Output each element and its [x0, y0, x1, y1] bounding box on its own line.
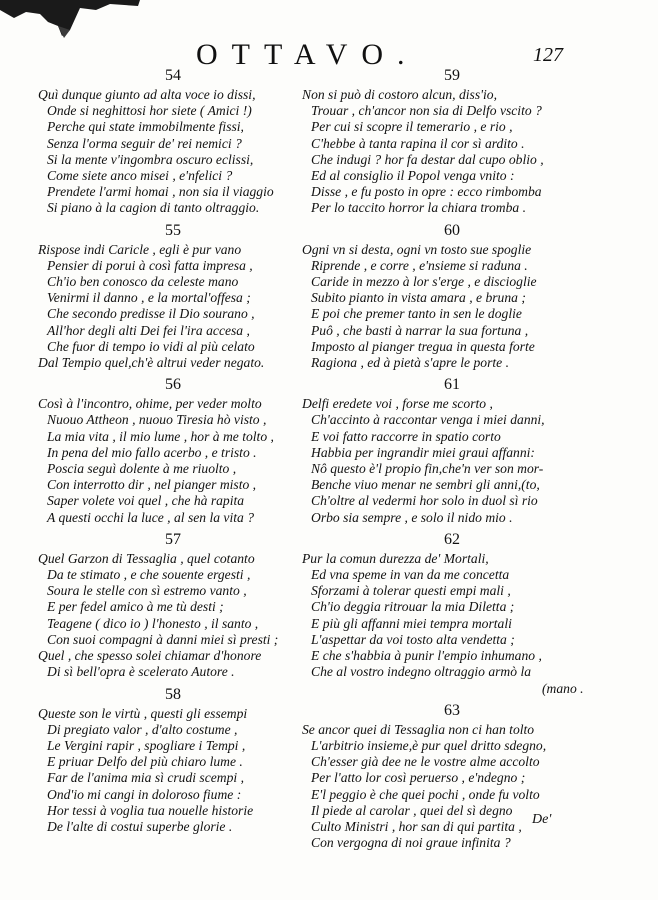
stanza-number: 54	[165, 67, 181, 84]
verse-line: Quì dunque giunto ad alta voce io dissi,	[38, 87, 256, 102]
verse-line: Non si può di costoro alcun, diss'io,	[302, 87, 497, 102]
verse-line: Che fuor di tempo io vidi al più celato	[47, 338, 255, 354]
verse-line: All'hor degli alti Dei fei l'ira accesa ,	[47, 322, 250, 338]
verse-line: E'l peggio è che quei pochi , onde fu volto	[311, 786, 540, 802]
verse-line: Per cui si scopre il temerario , e rio ,	[311, 119, 513, 135]
stanza	[302, 221, 602, 372]
stanza	[302, 66, 602, 217]
stanza-number: 55	[165, 221, 181, 239]
verse-line: Saper volete voi quel , che hà rapita	[47, 493, 245, 509]
verse-line: Poscia seguì dolente à me riuolto ,	[47, 461, 237, 477]
verse-line: Ragiona , ed à pietà s'apre le porte .	[311, 355, 509, 371]
verse-line: Habbia per ingrandir miei graui affanni:	[311, 444, 535, 460]
verse-line: Ch'esser già dee ne le vostre alme accolto	[311, 754, 540, 770]
verse-line: Con suoi compagni à danni miei sì presti ;	[47, 631, 279, 647]
stanza	[38, 66, 308, 217]
verse-line: Venirmi il danno , e la mortal'offesa ;	[47, 290, 251, 306]
verse-line: Quel Garzon di Tessaglia , quel cotanto	[38, 550, 255, 566]
verse-line: Rispose indi Caricle , egli è pur vano	[38, 241, 242, 257]
verse-line: Nuouo Attheon , nuouo Tiresia hò visto ,	[47, 412, 267, 428]
verse-line: Soura le stelle con sì estremo vanto ,	[47, 583, 247, 599]
verse-line: Onde si neghittosi hor siete ( Amici !)	[47, 103, 252, 119]
stanza	[38, 530, 308, 681]
verse-line: Pensier di porui à così fatta impresa ,	[47, 257, 253, 273]
stanza	[302, 530, 602, 697]
verse-line: Riprende , e corre , e'nsieme si raduna .	[311, 257, 528, 273]
verse-line: Ch'accinto à raccontar venga i miei danni,	[311, 412, 545, 428]
verse-line: Disse , e fu posto in opre : ecco rimbomba	[311, 184, 542, 200]
verse-line: E priuar Delfo del più chiaro lume .	[47, 754, 243, 770]
left-column	[38, 66, 308, 839]
verse-line: Ch'oltre al vedermi hor solo in duol sì rio	[311, 493, 538, 509]
stanza	[38, 375, 308, 526]
verse-line: Da te stimato , e che souente ergesti ,	[47, 567, 251, 583]
stanza-number: 58	[165, 685, 181, 703]
verse-line: Ond'io mi cangi in doloroso fiume :	[47, 786, 242, 802]
stanza	[38, 685, 308, 836]
stanza-number: 62	[444, 530, 460, 548]
stanza-number: 63	[444, 701, 460, 719]
verse-line: Nô questo è'l propio fin,che'n ver son mor-	[311, 461, 544, 477]
verse-line: Culto Ministri , hor san di qui partita ,	[311, 818, 522, 834]
verse-line: E che s'habbia à punir l'empio inhumano ,	[311, 648, 542, 664]
verse-line: L'arbitrio insieme,è pur quel dritto sdegno,	[311, 737, 547, 753]
verse-line: Che al vostro indegno oltraggio armò la	[311, 664, 532, 680]
verse-line: Prendete l'armi homai , non sia il viaggio	[47, 184, 274, 200]
running-head: OTTAVO.	[196, 38, 419, 71]
verse-line: Ch'io ben conosco da celeste mano	[47, 274, 239, 290]
verse-line: Di pregiato valor , d'alto costume ,	[47, 721, 238, 737]
verse-line: Caride in mezzo à lor s'erge , e discioglie	[311, 274, 537, 290]
verse-line: Come siete anco misei , e'nfelici ?	[47, 168, 233, 184]
verse-line: Imposto al pianger tregua in questa forte	[311, 338, 535, 354]
verse-line: L'aspettar da voi tosto alta vendetta ;	[311, 631, 515, 647]
verse-line: In pena del mio fallo acerbo , e tristo .	[47, 444, 257, 460]
verse-line: Ed al consiglio il Popol venga vnito :	[311, 168, 515, 184]
verse-line: Senza l'orma seguir de' rei nemici ?	[47, 135, 242, 151]
verse-line: Che indugi ? hor fa destar dal cupo oblio ,	[311, 151, 544, 167]
verse-line: Per lo taccito horror la chiara tromba .	[311, 200, 526, 216]
verse-line: Puô , che basti à narrar la sua fortuna ,	[311, 322, 529, 338]
verse-line: A questi occhi la luce , al sen la vita ?	[47, 509, 255, 525]
verse-line: E più gli affanni miei tempra mortali	[311, 615, 512, 631]
verse-line: Il piede al carolar , quei del sì degno	[311, 802, 513, 818]
verse-line: E voi fatto raccorre in spatio corto	[311, 428, 501, 444]
verse-line: Se ancor quei di Tessaglia non ci han tolto	[302, 721, 535, 737]
verse-line: Sforzami à tolerar questi empi mali ,	[311, 583, 511, 599]
page-number: 127	[533, 44, 563, 66]
stanza-number: 57	[165, 530, 181, 548]
verse-line: Ed vna speme in van da me concetta	[311, 567, 510, 583]
stanza-number: 60	[444, 221, 460, 239]
verse-line: C'hebbe à tanta rapina il cor sì ardito .	[311, 135, 525, 151]
stanza	[302, 375, 602, 526]
verse-line: Benche viuo menar ne sembri gli anni,(to,	[311, 477, 540, 493]
verse-line: Hor tessi à voglia tua nouelle historie	[47, 802, 254, 818]
verse-line: Ch'io deggia ritrouar la mia Diletta ;	[311, 599, 515, 615]
ink-stain-decoration	[0, 0, 140, 40]
verse-line: De l'alte di costui superbe glorie .	[47, 818, 233, 834]
verse-line: Teagene ( dico io ) l'honesto , il santo ,	[47, 615, 259, 631]
verse-line: La mia vita , il mio lume , hor à me tolto ,	[47, 428, 274, 444]
verse-line: Perche qui state immobilmente fissi,	[47, 119, 244, 135]
verse-line: Queste son le virtù , questi gli essempi	[38, 705, 248, 721]
verse-line: Con vergogna di noi graue infinita ?	[311, 835, 511, 851]
verse-line: Dal Tempio quel,ch'è altrui veder negato.	[38, 355, 265, 371]
stanza-number: 56	[165, 376, 181, 394]
verse-line: Così à l'incontro, ohime, per veder molto	[38, 396, 262, 412]
verse-line: Orbo sia sempre , e solo il nido mio .	[311, 509, 513, 525]
verse-line: Per l'atto lor così peruerso , e'ndegno ;	[311, 770, 526, 786]
verse-line: Si piano à la cagion di tanto oltraggio.	[47, 200, 260, 216]
verse-line-continuation: (mano .	[542, 680, 584, 696]
verse-line: Delfi eredete voi , forse me scorto ,	[302, 396, 493, 412]
stanza-number: 61	[444, 376, 460, 394]
stanza	[302, 701, 602, 852]
verse-line: Di sì bell'opra è scelerato Autore .	[47, 664, 235, 680]
verse-line: E per fedel amico à me tù desti ;	[47, 599, 224, 615]
verse-line: Pur la comun durezza de' Mortali,	[302, 550, 489, 566]
stanza-number: 59	[444, 67, 460, 84]
verse-line: Far de l'anima mia sì crudi scempi ,	[47, 770, 244, 786]
verse-line: Si la mente v'ingombra oscuro eclissi,	[47, 151, 254, 167]
verse-line: Quel , che spesso solei chiamar d'honore	[38, 648, 262, 664]
verse-line: Con interrotto dir , nel pianger misto ,	[47, 477, 257, 493]
verse-line: Subito pianto in vista amara , e bruna ;	[311, 290, 526, 306]
right-column	[302, 66, 602, 855]
verse-line: Che secondo predisse il Dio sourano ,	[47, 306, 255, 322]
verse-line: E poi che premer tanto in sen le doglie	[311, 306, 522, 322]
verse-line: Ogni vn si desta, ogni vn tosto sue spoglie	[302, 241, 532, 257]
verse-line: Le Vergini rapir , spogliare i Tempi ,	[47, 737, 246, 753]
verse-line: Trouar , ch'ancor non sia di Delfo vscito ?	[311, 103, 542, 119]
catchword: De'	[532, 812, 552, 827]
stanza	[38, 221, 308, 372]
